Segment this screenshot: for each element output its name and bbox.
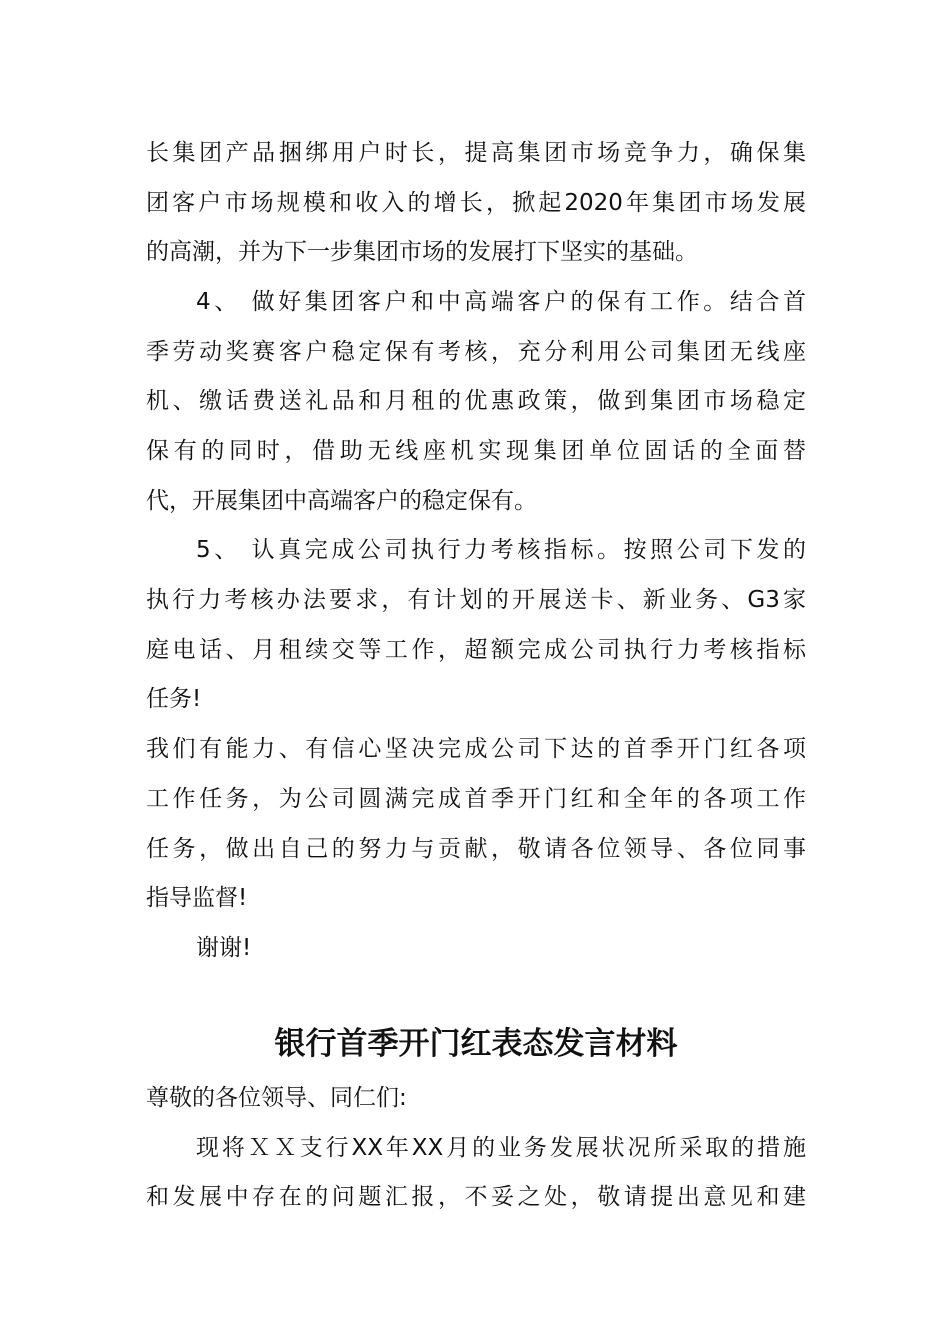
paragraph-line: 的高潮，并为下一步集团市场的发展打下坚实的基础。	[146, 239, 698, 265]
closing-paragraph-line: 工作任务，为公司圆满完成首季开门红和全年的各项工作	[146, 786, 806, 812]
salutation: 尊敬的各位领导、同仁们:	[146, 1085, 407, 1111]
list-item-4-line: 4、 做好集团客户和中高端客户的保有工作。结合首	[196, 289, 806, 315]
paragraph-line: 团客户市场规模和收入的增长，掀起2020年集团市场发展	[146, 190, 806, 216]
list-item-5-line: 庭电话、月租续交等工作，超额完成公司执行力考核指标	[146, 637, 806, 663]
section-title: 银行首季开门红表态发言材料	[274, 1026, 678, 1062]
closing-paragraph-line: 我们有能力、有信心坚决完成公司下达的首季开门红各项	[146, 736, 806, 762]
list-item-5-line: 5、 认真完成公司执行力考核指标。按照公司下发的	[196, 537, 806, 563]
list-item-4-line: 代，开展集团中高端客户的稳定保有。	[146, 488, 537, 514]
paragraph-line: 长集团产品捆绑用户时长，提高集团市场竞争力，确保集	[146, 140, 806, 166]
list-item-4-line: 保有的同时，借助无线座机实现集团单位固话的全面替	[146, 438, 806, 464]
closing-paragraph-line: 指导监督!	[146, 885, 248, 911]
list-item-5-line: 执行力考核办法要求，有计划的开展送卡、新业务、G3家	[146, 587, 806, 613]
closing-paragraph-line: 任务，做出自己的努力与贡献，敬请各位领导、各位同事	[146, 836, 806, 862]
list-item-5-line: 任务!	[146, 686, 202, 712]
intro-paragraph-line: 和发展中存在的问题汇报，不妥之处，敬请提出意见和建	[146, 1184, 806, 1210]
list-item-4-line: 季劳动奖赛客户稳定保有考核，充分利用公司集团无线座	[146, 339, 806, 365]
thanks-text: 谢谢!	[196, 935, 252, 961]
list-item-4-line: 机、缴话费送礼品和月租的优惠政策，做到集团市场稳定	[146, 388, 806, 414]
intro-paragraph-line: 现将ＸＸ支行XX年XX月的业务发展状况所采取的措施	[196, 1135, 806, 1161]
